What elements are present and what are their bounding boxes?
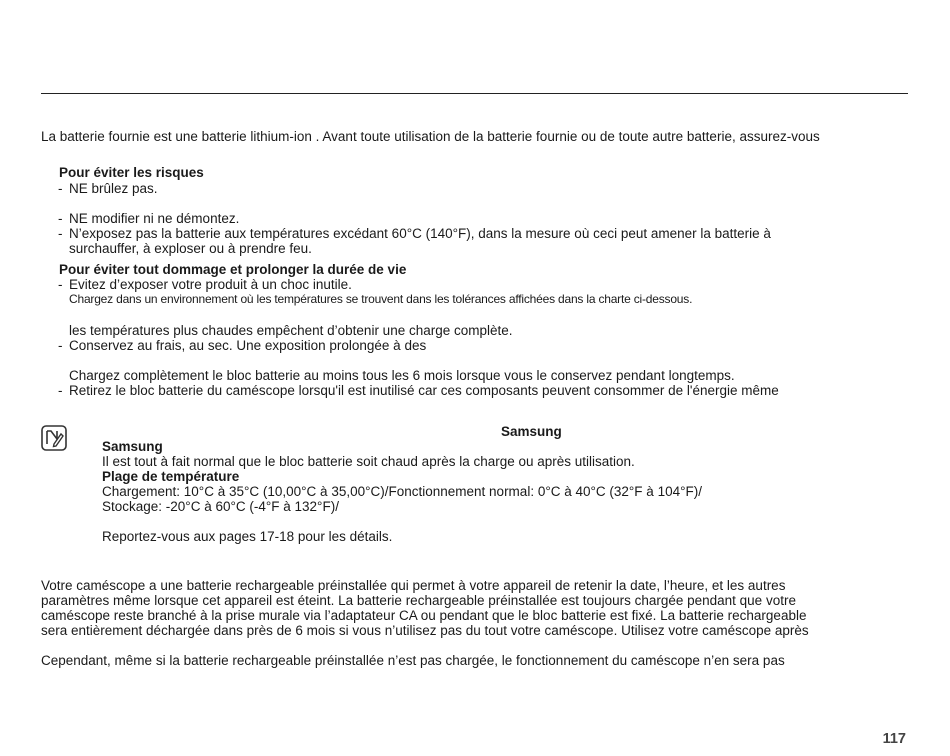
note-pencil-icon [41,425,67,451]
note-brand: Samsung [102,439,163,454]
note-refer: Reportez-vous aux pages 17-18 pour les détails. [102,529,393,544]
damage-item-2-note: Chargez complètement le bloc batterie au moins tous les 6 mois lorsque vous le conservez pendant longtemps. [69,368,735,383]
damage-item-1: - Evitez d’exposer votre produit à un choc inutile. [69,277,352,292]
damage-item-1-cont: les températures plus chaudes empêchent d’obtenir une charge complète. [69,323,513,338]
risks-heading: Pour éviter les risques [59,165,204,180]
page-number: 117 [882,731,906,747]
builtin-last: Cependant, même si la batterie rechargeable préinstallée n’est pas chargée, le fonctionnement du caméscope n’en sera pas [41,653,785,668]
builtin-line-2: paramètres même lorsque cet appareil est éteint. La batterie rechargeable préinstallée est toujours chargée pendant que votre [41,593,796,608]
note-brand-center: Samsung [501,424,562,439]
note-temp-line-1: Chargement: 10°C à 35°C (10,00°C à 35,00°C)/Fonctionnement normal: 0°C à 40°C (32°F à 104°F)/ [102,484,702,499]
risk-item-3-cont: surchauffer, à exploser ou à prendre feu. [69,241,312,256]
damage-item-1-note: Chargez dans un environnement où les températures se trouvent dans les tolérances affichées dans la charte ci-dessous. [69,292,693,306]
risk-item-2: - NE modifier ni ne démontez. [69,211,239,226]
intro-text: La batterie fournie est une batterie lithium-ion . Avant toute utilisation de la batterie fournie ou de toute autre batterie, assurez-vous [41,129,820,144]
risk-item-3: - N’exposez pas la batterie aux températures excédant 60°C (140°F), dans la mesure où ceci peut amener la batterie à [69,226,771,241]
note-temp-line-2: Stockage: -20°C à 60°C (-4°F à 132°F)/ [102,499,339,514]
builtin-line-3: caméscope reste branché à la prise murale via l’adaptateur CA ou pendant que le bloc batterie est fixé. La batterie rechargeable [41,608,807,623]
builtin-line-1: Votre caméscope a une batterie rechargeable préinstallée qui permet à votre appareil de retenir la date, l’heure, et les autres [41,578,786,593]
risk-item-1: - NE brûlez pas. [69,181,158,196]
builtin-line-4: sera entièrement déchargée dans près de 6 mois si vous n’utilisez pas du tout votre caméscope. Utilisez votre caméscope après [41,623,809,638]
note-temp-heading: Plage de température [102,469,240,484]
note-line-1: Il est tout à fait normal que le bloc batterie soit chaud après la charge ou après utilisation. [102,454,635,469]
damage-item-2: - Conservez au frais, au sec. Une exposition prolongée à des [69,338,426,353]
damage-heading: Pour éviter tout dommage et prolonger la durée de vie [59,262,407,277]
damage-item-3: - Retirez le bloc batterie du caméscope lorsqu'il est inutilisé car ces composants peuvent consommer de l'énergie même [69,383,779,398]
header-rule [41,93,908,94]
